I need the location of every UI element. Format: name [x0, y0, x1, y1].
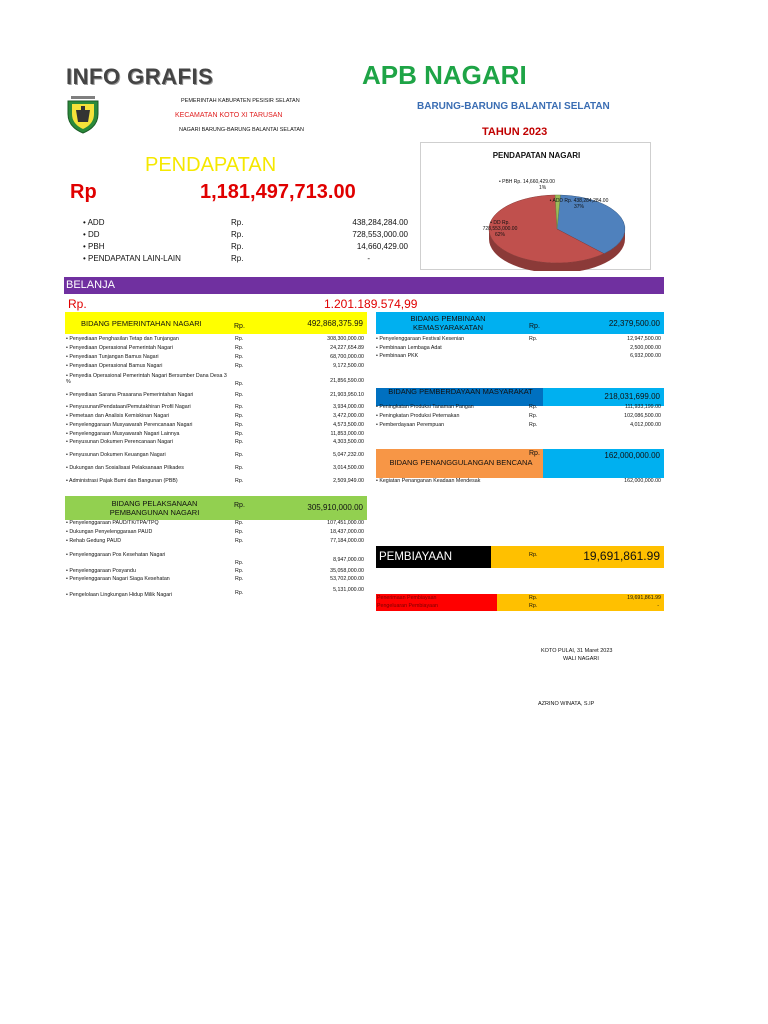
- list-item-name: • Penyelenggaraan Musyawarah Nagari Lainnya: [66, 431, 180, 437]
- list-item-value: 5,047,232.00: [333, 452, 364, 458]
- bencana-header: [376, 449, 664, 478]
- list-item-rp: Rp.: [235, 439, 244, 445]
- gov-line-2: KECAMATAN KOTO XI TARUSAN: [175, 112, 283, 119]
- list-item-name: • Peningkatan Produksi Tanaman Pangan: [376, 404, 474, 410]
- list-item-rp: Rp.: [235, 431, 244, 437]
- pembiayaan-item-value: 19,691,861.99: [627, 595, 661, 601]
- list-item-name: • Kegiatan Penanganan Keadaan Mendesak: [376, 478, 481, 484]
- pendapatan-item-name: • PBH: [83, 242, 105, 251]
- pendapatan-chart: [420, 142, 651, 270]
- signature-position: WALI NAGARI: [563, 656, 599, 662]
- pendapatan-item-value: 728,553,000.00: [352, 230, 408, 239]
- gov-line-3: NAGARI BARUNG-BARUNG BALANTAI SELATAN: [179, 127, 304, 133]
- list-item-value: 2,509,949.00: [333, 478, 364, 484]
- pembiayaan-table: [376, 594, 664, 611]
- info-grafis-title: INFO GRAFIS: [66, 64, 214, 89]
- list-item-name: • Penyediaan Penghasilan Tetap dan Tunjangan: [66, 336, 179, 342]
- list-item-value: 68,700,000.00: [330, 354, 364, 360]
- pembangunan-rp: Rp.: [234, 502, 245, 509]
- pendapatan-rp: Rp: [70, 181, 97, 203]
- list-item-value: 21,903,950.10: [330, 392, 364, 398]
- list-item-value: 2,500,000.00: [630, 345, 661, 351]
- pie-label-add-text: • ADD Rp. 438,284,284.00: [549, 198, 609, 204]
- apb-nagari-title: APB NAGARI: [362, 60, 527, 90]
- pendapatan-list: [83, 218, 408, 266]
- list-item-rp: Rp.: [529, 422, 538, 428]
- pendapatan-row: [83, 242, 408, 254]
- regency-logo: [66, 96, 100, 134]
- pendapatan-item-rp: Rp.: [231, 218, 244, 227]
- belanja-total: 1.201.189.574,99: [324, 297, 418, 311]
- list-item-name: • Penyediaan Operasional Pemerintah Nagari: [66, 345, 173, 351]
- pendapatan-row: [83, 254, 408, 266]
- pie-label-dd-text: • DD Rp. 728,553,000.00: [482, 220, 518, 232]
- list-item-name: • Penyusunan Dokumen Keuangan Nagari: [66, 452, 166, 458]
- list-item-name: • Penyelenggaraan Posyandu: [66, 568, 136, 574]
- pendapatan-item-value: 14,660,429.00: [356, 242, 408, 251]
- pendapatan-item-rp: Rp.: [231, 254, 244, 263]
- pemerintahan-title: BIDANG PEMERINTAHAN NAGARI: [81, 319, 202, 328]
- list-item-rp: Rp.: [235, 529, 244, 535]
- list-item-rp: Rp.: [235, 413, 244, 419]
- list-item-name: • Penyelenggaraan Festival Kesenian: [376, 336, 465, 342]
- pembiayaan-total: 19,691,861.99: [583, 549, 660, 563]
- list-item-value: 5,131,000.00: [333, 587, 364, 593]
- pemerintahan-total: 492,868,375.99: [307, 319, 363, 328]
- list-item-value: 3,472,000.00: [333, 413, 364, 419]
- list-item-value: 6,932,000.00: [630, 353, 661, 359]
- list-item-name: • Penyediaan Operasional Bamus Nagari: [66, 363, 163, 369]
- pembiayaan-row: [377, 595, 663, 603]
- list-item-name: • Penyelenggaraan Musyawarah Perencanaan Nagari: [66, 422, 193, 428]
- list-item-value: 53,702,000.00: [330, 576, 364, 582]
- belanja-bar: [64, 277, 664, 294]
- pembangunan-header: [65, 496, 367, 520]
- year-label: TAHUN 2023: [482, 126, 548, 138]
- pembiayaan-item-rp: Rp.: [529, 595, 538, 601]
- list-item-value: 12,947,500.00: [627, 336, 661, 342]
- pemerintahan-rp: Rp.: [234, 323, 245, 330]
- list-item-name: • Pemetaan dan Analisis Kemiskinan Nagari: [66, 413, 170, 419]
- pie-label-dd-pct: 62%: [494, 232, 505, 238]
- list-item-name: • Dukungan Penyelenggaraan PAUD: [66, 529, 153, 535]
- pembangunan-title: BIDANG PELAKSANAAN PEMBANGUNAN NAGARI: [109, 499, 200, 517]
- list-item-rp: Rp.: [235, 392, 244, 398]
- list-item-value: 3,934,000.00: [333, 404, 364, 410]
- pendapatan-row: [83, 230, 408, 242]
- signature-name: AZRINO WINATA, S.IP: [538, 701, 595, 707]
- pendapatan-item-rp: Rp.: [231, 242, 244, 251]
- list-item-value: 4,303,500.00: [333, 439, 364, 445]
- list-item-rp: Rp.: [235, 422, 244, 428]
- list-item-value: 11,853,000.00: [330, 431, 364, 437]
- list-item-name: • Penyediaan Tunjangan Bamus Nagari: [66, 354, 159, 360]
- bencana-rp: Rp.: [529, 450, 540, 457]
- list-item-rp: Rp.: [235, 538, 244, 544]
- list-item-rp: Rp.: [235, 363, 244, 369]
- pembinaan-total: 22,379,500.00: [608, 319, 660, 328]
- bencana-title: BIDANG PENANGGULANGAN BENCANA: [389, 458, 533, 467]
- pembinaan-rp: Rp.: [529, 323, 540, 330]
- bencana-total: 162,000,000.00: [604, 451, 660, 460]
- list-item-rp: Rp.: [235, 590, 244, 596]
- list-item-name: • Peningkatan Produksi Peternakan: [376, 413, 460, 419]
- list-item-value: 4,573,500.00: [333, 422, 364, 428]
- gov-line-1: PEMERINTAH KABUPATEN PESISIR SELATAN: [181, 98, 300, 104]
- list-item-rp: Rp.: [235, 381, 244, 387]
- pembangunan-total: 305,910,000.00: [307, 503, 363, 512]
- pemberdayaan-total: 218,031,699.00: [604, 392, 660, 401]
- list-item-name: • Rehab Gedung PAUD: [66, 538, 122, 544]
- list-item-name: • Pembinaan Lembaga Adat: [376, 345, 442, 351]
- chart-title: PENDAPATAN NAGARI: [492, 151, 581, 160]
- pembiayaan-item-rp: Rp.: [529, 603, 538, 609]
- list-item-name: • Penyusunan Dokumen Perencanaan Nagari: [66, 439, 173, 445]
- list-item-value: 4,012,000.00: [630, 422, 661, 428]
- village-name: BARUNG-BARUNG BALANTAI SELATAN: [417, 101, 610, 112]
- pendapatan-item-rp: Rp.: [231, 230, 244, 239]
- list-item-name: • Pemberdayaan Perempuan: [376, 422, 445, 428]
- pie-label-dd: [475, 220, 525, 238]
- pembiayaan-item-name: Penerimaan Pembiayaan: [377, 595, 437, 601]
- pendapatan-item-name: • PENDAPATAN LAIN-LAIN: [83, 254, 181, 263]
- list-item-rp: Rp.: [235, 576, 244, 582]
- list-item-value: 308,300,000.00: [327, 336, 364, 342]
- list-item-value: 77,184,000.00: [330, 538, 364, 544]
- list-item-name: • Penyelenggaraan Pos Kesehatan Nagari: [66, 552, 166, 558]
- list-item-value: 107,451,000.00: [327, 520, 364, 526]
- list-item-rp: Rp.: [235, 345, 244, 351]
- pie-label-add: [548, 198, 610, 210]
- pie-label-add-pct: 37%: [573, 204, 584, 210]
- pendapatan-item-name: • DD: [83, 230, 100, 239]
- list-item-value: 9,172,500.00: [333, 363, 364, 369]
- list-item-rp: Rp.: [235, 560, 244, 566]
- signature-place-date: KOTO PULAI, 31 Maret 2023: [541, 648, 613, 654]
- pie-label-pbh-text: • PBH Rp. 14,660,429.00: [499, 179, 555, 185]
- pembinaan-title: BIDANG PEMBINAAN KEMASYARAKATAN: [410, 314, 486, 332]
- pendapatan-label: PENDAPATAN: [145, 154, 277, 176]
- list-item-value: 18,437,000.00: [330, 529, 364, 535]
- pembiayaan-item-value: -: [657, 603, 659, 609]
- list-item-name: • Administrasi Pajak Bumi dan Bangunan (PBB): [66, 478, 178, 484]
- list-item-value: 21,856,590.00: [330, 378, 364, 384]
- belanja-label: BELANJA: [66, 279, 115, 291]
- pendapatan-item-name: • ADD: [83, 218, 105, 227]
- pemberdayaan-title: BIDANG PEMBERDAYAAN MASYARAKAT: [388, 387, 533, 396]
- bencana-value-cell: [529, 449, 664, 478]
- pembinaan-header: [376, 312, 664, 334]
- list-item-value: 111,933,199.00: [624, 404, 661, 410]
- list-item-rp: Rp.: [529, 413, 538, 419]
- pembiayaan-row: [377, 603, 663, 611]
- list-item-value: 8,947,000.00: [333, 557, 364, 563]
- list-item-rp: Rp.: [529, 336, 538, 342]
- shield-emblem-icon: [66, 96, 100, 134]
- list-item-name: • Penyusunan/Pendataan/Pemutakhiran Profil Nagari: [66, 404, 191, 410]
- list-item-value: 24,227,654.89: [330, 345, 364, 351]
- pembiayaan-title-cell: [376, 546, 491, 568]
- list-item-name: • Penyelenggaraan PAUD/TK/TPA/TPQ: [66, 520, 159, 526]
- pendapatan-row: [83, 218, 408, 230]
- list-item-name: • Penyedia Operasional Pemerintah Nagari Bersumber Dana Desa 3 %: [66, 373, 227, 385]
- belanja-rp: Rp.: [68, 297, 87, 311]
- list-item-rp: Rp.: [529, 404, 538, 410]
- list-item-name: • Penyediaan Sarana Prasarana Pemerintahan Nagari: [66, 392, 194, 398]
- list-item-rp: Rp.: [235, 478, 244, 484]
- list-item-name: • Penyelenggaraan Nagari Siaga Kesehatan: [66, 576, 170, 582]
- pendapatan-item-value: -: [367, 254, 370, 263]
- pie-chart-svg: [421, 143, 652, 271]
- list-item-rp: Rp.: [235, 465, 244, 471]
- pie-label-pbh-pct: 1%: [539, 185, 547, 191]
- pembiayaan-rp: Rp.: [529, 552, 538, 558]
- pemerintahan-header: [65, 312, 367, 334]
- pendapatan-item-value: 438,284,284.00: [352, 218, 408, 227]
- pembiayaan-item-name: Pengeluaran Pembiayaan: [377, 603, 438, 609]
- list-item-name: • Pengelolaan Lingkungan Hidup Milik Nagari: [66, 592, 173, 598]
- list-item-value: 162,000,000.00: [624, 478, 661, 484]
- list-item-name: • Pembinaan PKK: [376, 353, 419, 359]
- list-item-name: • Dukungan dan Sosialisasi Pelaksanaan Pilkades: [66, 465, 184, 471]
- pendapatan-total: 1,181,497,713.00: [200, 181, 356, 203]
- list-item-value: 35,058,000.00: [330, 568, 364, 574]
- list-item-rp: Rp.: [235, 404, 244, 410]
- list-item-rp: Rp.: [235, 520, 244, 526]
- list-item-rp: Rp.: [235, 336, 244, 342]
- pembiayaan-header: [376, 546, 664, 568]
- pie-label-pbh: [499, 179, 555, 191]
- list-item-rp: Rp.: [235, 568, 244, 574]
- bencana-title-cell: [376, 449, 543, 478]
- list-item-value: 102,086,500.00: [624, 413, 661, 419]
- list-item-value: 3,014,500.00: [333, 465, 364, 471]
- list-item-rp: Rp.: [235, 354, 244, 360]
- list-item-rp: Rp.: [235, 452, 244, 458]
- pembiayaan-label: PEMBIAYAAN: [379, 551, 453, 563]
